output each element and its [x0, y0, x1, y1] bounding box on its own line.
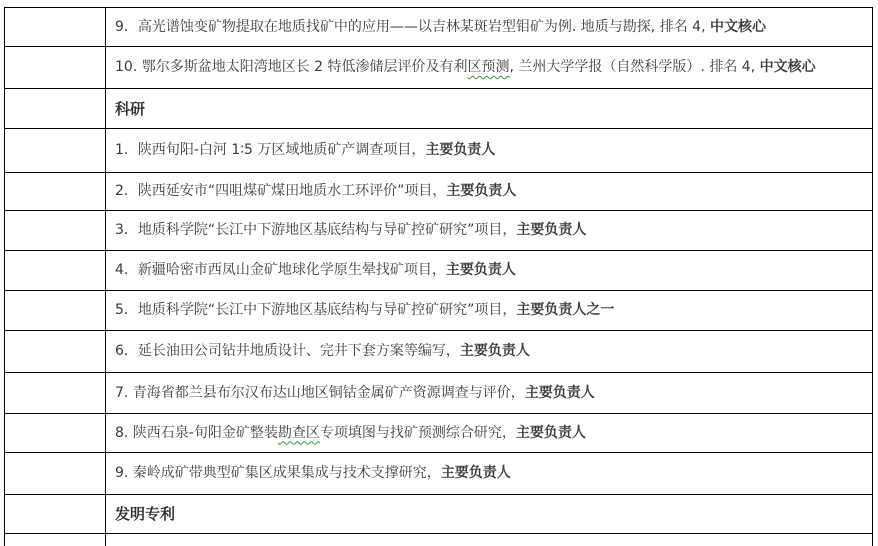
table-row	[5, 251, 872, 291]
project-text: 9. 秦岭成矿带典型矿集区成果集成与技术支撑研究，	[115, 465, 441, 482]
table-row	[5, 211, 872, 251]
row-text	[115, 19, 766, 36]
row-content-cell	[106, 453, 872, 494]
row-number-cell	[5, 495, 106, 533]
emphasis-text: 主要负责人	[516, 222, 587, 239]
table-row	[5, 331, 872, 373]
row-text	[115, 425, 586, 442]
project-text: 专项填图与找矿预测综合研究，	[319, 424, 516, 441]
emphasis-text: 主要负责人	[440, 465, 511, 482]
row-text	[115, 465, 511, 482]
project-text: 1．陕西旬阳-白河 1∶5 万区域地质矿产调查项目，	[115, 142, 426, 159]
row-text	[115, 343, 530, 360]
project-text: 6．延长油田公司钻井地质设计、完井下套方案等编写，	[115, 343, 460, 360]
table-row	[5, 373, 872, 414]
row-number-cell	[5, 331, 106, 372]
emphasis-text: 中文核心	[709, 18, 766, 35]
emphasis-text: 主要负责人	[445, 262, 516, 279]
emphasis-text: 主要负责人	[446, 183, 517, 200]
table-row	[5, 89, 872, 129]
row-content-cell	[106, 251, 872, 290]
publication-text: 10. 鄂尔多斯盆地太阳湾地区长 2 特低渗储层评价及有利	[115, 59, 468, 76]
row-number-cell	[5, 453, 106, 494]
table-row	[5, 495, 872, 534]
row-text	[115, 302, 614, 319]
row-content-cell	[106, 373, 872, 413]
section-header: 科研	[115, 99, 146, 118]
spellcheck-flagged-text: 勘查区	[277, 424, 320, 441]
emphasis-text: 主要负责人	[459, 343, 530, 360]
section-header: 发明专利	[115, 505, 176, 523]
table-row-partial	[5, 534, 872, 546]
row-text	[115, 142, 495, 159]
document-table	[4, 7, 873, 546]
table-row	[5, 173, 872, 211]
publication-text: , 兰州大学学报（自然科学版）. 排名 4,	[509, 59, 760, 76]
row-content-cell	[106, 47, 872, 88]
row-text	[115, 59, 816, 76]
project-text: 4．新疆哈密市西凤山金矿地球化学原生晕找矿项目，	[115, 262, 446, 279]
row-number-cell	[5, 8, 106, 46]
row-text	[115, 222, 586, 239]
row-number-cell	[5, 534, 106, 546]
row-content-cell	[106, 414, 872, 452]
row-number-cell	[5, 414, 106, 452]
row-number-cell	[5, 211, 106, 250]
row-number-cell	[5, 89, 106, 128]
row-content-cell	[106, 534, 872, 546]
spellcheck-flagged-text: 区预测	[467, 59, 510, 76]
row-text	[115, 183, 516, 200]
emphasis-text: 主要负责人	[524, 384, 595, 401]
row-content-cell	[106, 129, 872, 172]
row-content-cell	[106, 89, 872, 128]
row-content-cell	[106, 8, 872, 46]
table-row	[5, 129, 872, 173]
row-number-cell	[5, 291, 106, 330]
project-text: 7. 青海省都兰县布尔汉布达山地区铜钴金属矿产资源调查与评价，	[115, 384, 525, 401]
row-text	[115, 262, 516, 279]
row-number-cell	[5, 373, 106, 413]
row-content-cell	[106, 173, 872, 210]
emphasis-text: 主要负责人之一	[516, 302, 615, 319]
row-content-cell	[106, 495, 872, 533]
table-row	[5, 453, 872, 495]
row-number-cell	[5, 173, 106, 210]
table-row	[5, 414, 872, 453]
emphasis-text: 中文核心	[759, 59, 816, 76]
table-row	[5, 8, 872, 47]
project-text: 8. 陕西石泉-旬阳金矿整装	[115, 424, 278, 441]
publication-text: 9．高光谱蚀变矿物提取在地质找矿中的应用——以吉林某斑岩型钼矿为例. 地质与勘探, 排名 4,	[115, 18, 710, 35]
row-content-cell	[106, 291, 872, 330]
row-content-cell	[106, 211, 872, 250]
row-number-cell	[5, 129, 106, 172]
row-content-cell	[106, 331, 872, 372]
row-text	[115, 385, 595, 402]
table-row	[5, 47, 872, 89]
project-text: 3．地质科学院“长江中下游地区基底结构与导矿控矿研究”项目，	[115, 222, 517, 239]
row-number-cell	[5, 47, 106, 88]
project-text: 2．陕西延安市“四咀煤矿煤田地质水工环评价”项目，	[115, 183, 447, 200]
project-text: 5．地质科学院“长江中下游地区基底结构与导矿控矿研究”项目，	[115, 302, 517, 319]
emphasis-text: 主要负责人	[425, 142, 496, 159]
emphasis-text: 主要负责人	[515, 424, 586, 441]
table-row	[5, 291, 872, 331]
row-number-cell	[5, 251, 106, 290]
